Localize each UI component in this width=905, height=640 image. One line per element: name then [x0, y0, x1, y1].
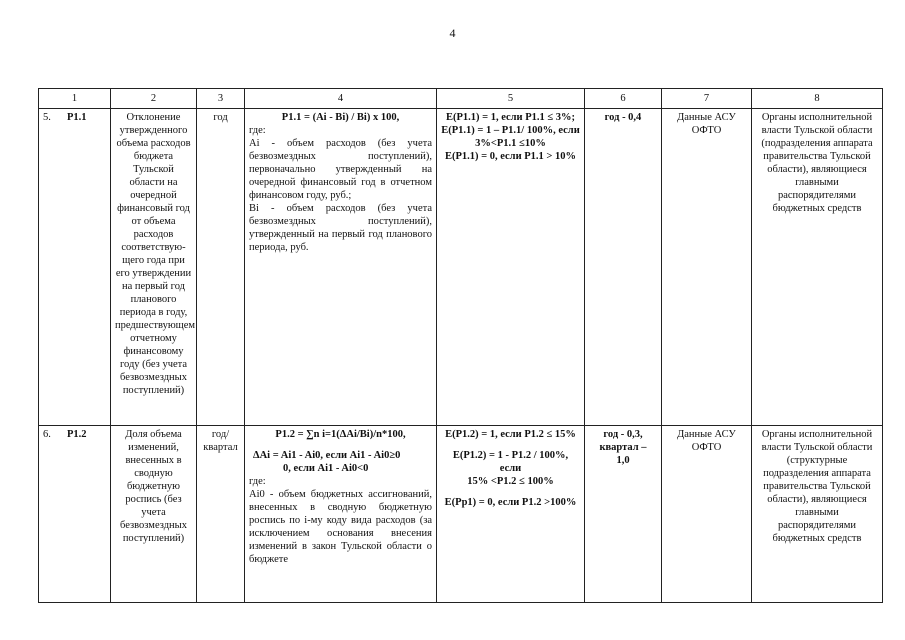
column-header: 7 — [662, 89, 752, 109]
indicator-code: P1.2 — [67, 429, 87, 440]
weight: год - 0,3, квартал – 1,0 — [585, 426, 662, 603]
formula-title: P1.2 = ∑n i=1(ΔAi/Bi)/n*100, — [275, 429, 406, 440]
column-header: 4 — [245, 89, 437, 109]
indicator-unit: год/ квартал — [197, 426, 245, 603]
indicator-unit: год — [197, 109, 245, 426]
formula-condition-2: 0, если Ai1 - Ai0<0 — [283, 463, 369, 474]
table-header-row — [39, 89, 883, 109]
page-number: 4 — [449, 26, 456, 40]
evaluation-line-3: E(Pp1) = 0, если P1.2 >100% — [444, 497, 577, 508]
responsible-bodies: Органы исполнительной власти Тульской области (подразделения аппарата правительства Тульской области), являющиеся главными распорядителями бюджетных средств — [752, 109, 883, 426]
column-header: 8 — [752, 89, 883, 109]
formula-condition-1: ΔAi = Ai1 - Ai0, если Ai1 - Ai0≥0 — [253, 450, 401, 461]
row-number: 5. — [43, 112, 51, 123]
indicator-code: P1.1 — [67, 112, 87, 123]
formula-description: где: Ai0 - объем бюджетных ассигнований, внесенных в сводную бюджетную роспись по i-му коду вида расходов (за исключением основания внесения изменений в закон Тульской области о бюджете — [249, 476, 432, 565]
row-number: 6. — [43, 429, 51, 440]
column-header: 2 — [111, 89, 197, 109]
column-header: 5 — [437, 89, 585, 109]
table-row — [39, 109, 883, 426]
indicator-name: Доля объема изменений, внесенных в сводную бюджетную роспись (без учета безвозмездных поступлений) — [111, 426, 197, 603]
data-source: Данные АСУ ОФТО — [662, 109, 752, 426]
formula-title: P1.1 = (Ai - Bi) / Bi) x 100, — [281, 112, 400, 123]
indicator-table — [38, 88, 883, 603]
responsible-bodies: Органы исполнительной власти Тульской области (структурные подразделения аппарата правительства Тульской области), являющиеся главными распорядителями бюджетных средств — [752, 426, 883, 603]
column-header: 6 — [585, 89, 662, 109]
row-number-cell — [39, 426, 111, 603]
formula-cell — [245, 109, 437, 426]
data-source: Данные АСУ ОФТО — [662, 426, 752, 603]
column-header: 3 — [197, 89, 245, 109]
evaluation-rule: E(P1.1) = 1, если P1.1 ≤ 3%; E(P1.1) = 1 – P1.1/ 100%, если 3%<P1.1 ≤10% E(P1.1) = 0, если P1.1 > 10% — [437, 109, 585, 426]
formula-cell — [245, 426, 437, 603]
column-header: 1 — [39, 89, 111, 109]
evaluation-rule — [437, 426, 585, 603]
weight: год - 0,4 — [585, 109, 662, 426]
row-number-cell — [39, 109, 111, 426]
indicator-name: Отклонение утвержденного объема расходов бюджета Тульской области на очередной финансовый год от объема расходов соответствую-щего года при его утверждении на первый год планового периода в году, предшествующем отчетному финансовому году (без учета безвозмездных поступлений) — [111, 109, 197, 426]
table-row — [39, 426, 883, 603]
evaluation-line-2: E(P1.2) = 1 - P1.2 / 100%, если 15% <P1.2 ≤ 100% — [452, 450, 569, 487]
formula-description: где: Ai - объем расходов (без учета безвозмездных поступлений), первоначально утвержденный на очередной финансовый год в отчетном финансовом году, руб.; Bi - объем расходов (без учета безвозмездных поступлений), утвержденный на первый год планового периода, руб. — [249, 125, 432, 253]
evaluation-line-1: E(P1.2) = 1, если P1.2 ≤ 15% — [445, 429, 576, 440]
